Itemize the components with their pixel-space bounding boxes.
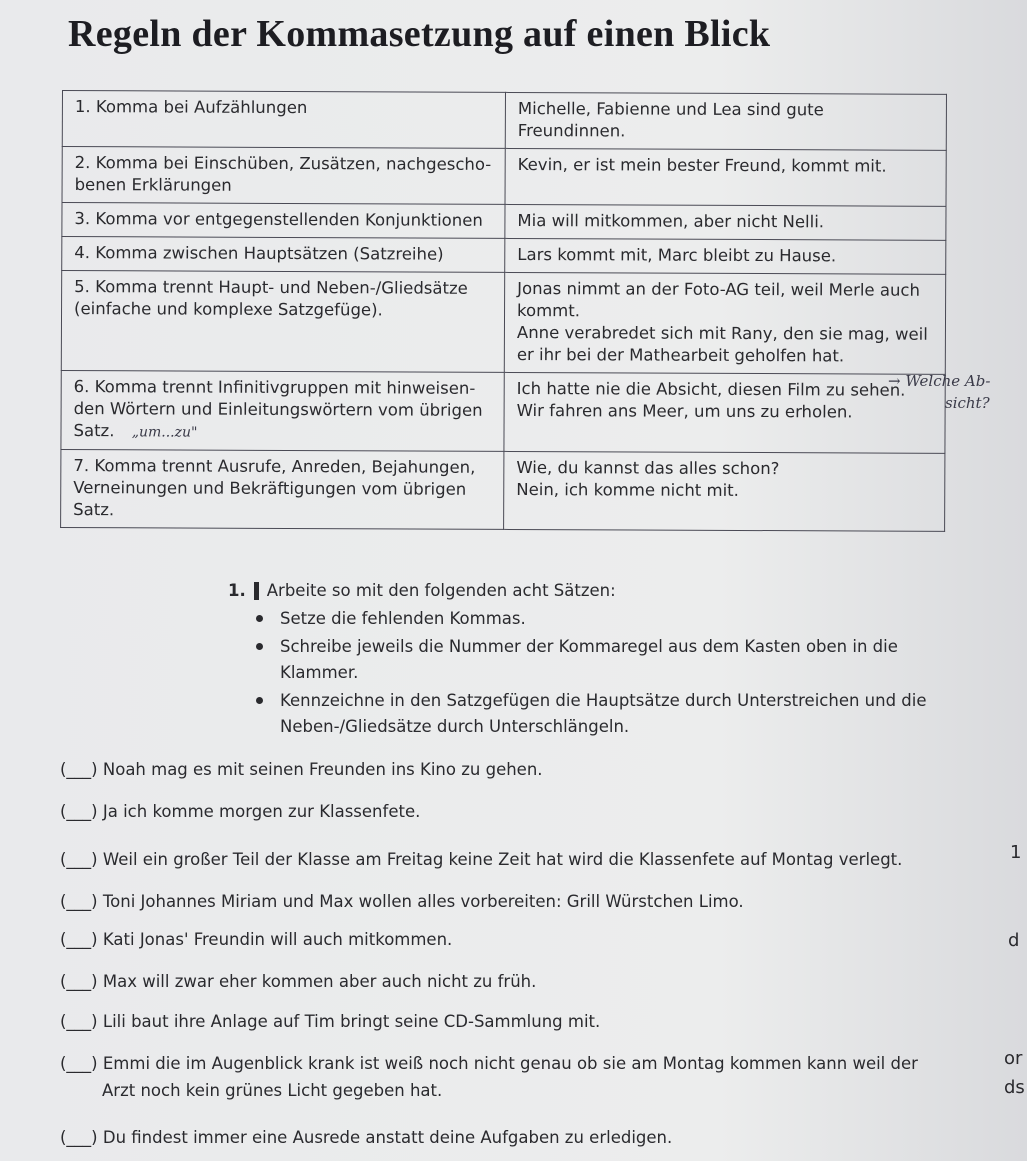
handwritten-margin-note: sicht? [945, 394, 990, 412]
exercise-sentence [60, 1054, 960, 1100]
exercise-sentence [60, 892, 960, 911]
example-text: Kevin, er ist mein bester Freund, kommt mit. [517, 154, 887, 176]
task-bullet-list [228, 606, 928, 740]
sentence-text: Weil ein großer Teil der Klasse am Freitag keine Zeit hat wird die Klassenfete auf Montag verlegt. [102, 850, 903, 869]
answer-blank[interactable]: (___) [60, 972, 98, 991]
table-row [62, 203, 946, 241]
answer-blank[interactable]: (___) [60, 850, 98, 869]
task-number: 1. [228, 581, 246, 600]
exercise-sentence [60, 930, 960, 949]
answer-blank[interactable]: (___) [60, 930, 98, 949]
exercise-sentence [60, 1128, 960, 1147]
answer-blank[interactable]: (___) [60, 760, 98, 779]
table-row [62, 237, 946, 275]
example-text: Ich hatte nie die Absicht, diesen Film zu sehen. [516, 378, 906, 400]
sentence-text: Kati Jonas' Freundin will auch mitkommen. [102, 930, 453, 949]
task-instructions [228, 578, 928, 742]
answer-blank[interactable]: (___) [60, 1012, 98, 1031]
sentence-text: Lili baut ihre Anlage auf Tim bringt seine CD-Sammlung mit. [102, 1012, 601, 1031]
example-cell [505, 238, 946, 274]
table-row [62, 147, 946, 207]
example-text: Anne verabredet sich mit Rany, den sie mag, weil er ihr bei der Mathearbeit geholfen hat. [516, 322, 928, 366]
task-marker-icon [254, 582, 259, 600]
table-row [61, 370, 945, 453]
sentence-text: Toni Johannes Miriam und Max wollen alles vorbereiten: Grill Würstchen Limo. [102, 892, 744, 911]
handwritten-margin-note: → Welche Ab- [888, 372, 991, 390]
table-row [62, 91, 946, 151]
rule-cell: 2. Komma bei Einschüben, Zusätzen, nachgescho- benen Erklärungen [62, 147, 505, 205]
list-item: Schreibe jeweils die Nummer der Kommaregel aus dem Kasten oben in die Klammer. [280, 634, 928, 686]
example-cell [504, 272, 945, 374]
example-cell [504, 451, 945, 531]
example-text: Nein, ich komme nicht mit. [516, 479, 739, 500]
exercise-sentence [60, 850, 960, 869]
rule-cell: 1. Komma bei Aufzählungen [62, 91, 505, 149]
task-intro: Arbeite so mit den folgenden acht Sätzen: [266, 581, 616, 600]
rule-cell: 7. Komma trennt Ausrufe, Anreden, Bejahungen, Verneinungen und Bekräftigungen vom übrigen Satz. [61, 449, 504, 529]
sentence-text: Emmi die im Augenblick krank ist weiß noch nicht genau ob sie am Montag kommen kann weil der [102, 1054, 918, 1073]
answer-blank[interactable]: (___) [60, 802, 98, 821]
edge-text-fragment: 1 [1010, 842, 1022, 863]
rule-text: 6. Komma trennt Infinitivgruppen mit hinweisen- den Wörtern und Einleitungswörtern vom übrigen Satz. [73, 377, 483, 441]
list-item: Setze die fehlenden Kommas. [280, 606, 928, 632]
exercise-sentence [60, 972, 960, 991]
table-row [61, 449, 945, 531]
rule-cell: 5. Komma trennt Haupt- und Neben-/Gliedsätze (einfache und komplexe Satzgefüge). [61, 271, 504, 373]
rule-cell: 3. Komma vor entgegenstellenden Konjunktionen [62, 203, 505, 239]
example-text: Mia will mitkommen, aber nicht Nelli. [517, 210, 825, 232]
example-cell [505, 92, 946, 150]
example-text: Jonas nimmt an der Foto-AG teil, weil Merle auch kommt. [517, 278, 921, 321]
rule-cell [61, 370, 504, 451]
rule-cell: 4. Komma zwischen Hauptsätzen (Satzreihe) [62, 237, 505, 273]
edge-text-fragment: d [1008, 930, 1020, 951]
edge-text-fragment: or [1004, 1048, 1023, 1069]
exercise-sentence [60, 760, 960, 779]
example-cell [505, 148, 946, 206]
answer-blank[interactable]: (___) [60, 892, 98, 911]
answer-blank[interactable]: (___) [60, 1128, 98, 1147]
sentence-text: Max will zwar eher kommen aber auch nicht zu früh. [102, 972, 537, 991]
list-item: Kennzeichne in den Satzgefügen die Hauptsätze durch Unterstreichen und die Neben-/Gliedsätze durch Unterschlängeln. [280, 688, 928, 740]
page-title: Regeln der Kommasetzung auf einen Blick [68, 13, 771, 55]
sentence-text: Noah mag es mit seinen Freunden ins Kino zu gehen. [102, 760, 543, 779]
example-text: Michelle, Fabienne und Lea sind gute Freundinnen. [517, 98, 824, 141]
exercise-sentence [60, 802, 960, 821]
example-text: Wir fahren ans Meer, um uns zu erholen. [516, 400, 853, 422]
sentence-text: Ja ich komme morgen zur Klassenfete. [102, 802, 421, 821]
example-cell [504, 372, 945, 453]
example-cell [505, 204, 946, 240]
example-text: Lars kommt mit, Marc bleibt zu Hause. [517, 244, 837, 266]
handwritten-note: „um...zu" [131, 424, 198, 441]
edge-text-fragment: ds [1004, 1077, 1025, 1098]
comma-rules-table [60, 90, 947, 532]
answer-blank[interactable]: (___) [60, 1054, 98, 1073]
sentence-continuation: Arzt noch kein grünes Licht gegeben hat. [102, 1081, 443, 1100]
sentence-text: Du findest immer eine Ausrede anstatt deine Aufgaben zu erledigen. [102, 1128, 673, 1147]
table-row [61, 271, 945, 375]
exercise-sentence [60, 1012, 960, 1031]
example-text: Wie, du kannst das alles schon? [516, 457, 780, 479]
